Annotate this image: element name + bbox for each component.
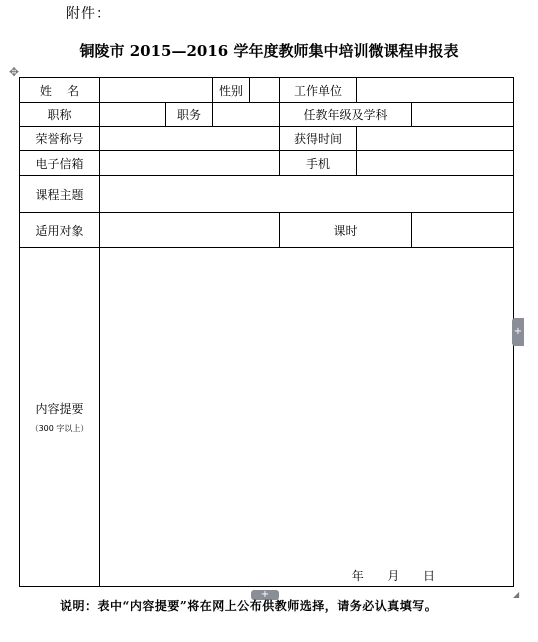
table-resize-bottom-icon[interactable]: + <box>251 590 279 600</box>
table-move-handle-icon[interactable]: ✥ <box>9 65 20 79</box>
honor-label: 荣誉称号 <box>20 127 100 151</box>
email-field[interactable] <box>100 151 280 176</box>
content-field[interactable] <box>100 248 514 587</box>
gender-label: 性别 <box>213 78 250 103</box>
honor-time-field[interactable] <box>357 127 514 151</box>
form-title: 铜陵市 2015—2016 学年度教师集中培训微课程申报表 <box>79 42 459 60</box>
footer-note: 说明：表中“内容提要”将在网上公布供教师选择，请务必认真填写。 <box>60 599 438 613</box>
grade-subject-label: 任教年级及学科 <box>280 103 412 127</box>
table-resize-right-icon[interactable]: + <box>512 318 524 346</box>
phone-field[interactable] <box>357 151 514 176</box>
position-label: 职务 <box>166 103 213 127</box>
name-label: 姓 名 <box>20 78 100 103</box>
honor-field[interactable] <box>100 127 280 151</box>
phone-label: 手机 <box>280 151 357 176</box>
audience-field[interactable] <box>100 213 280 248</box>
attachment-label: 附件： <box>66 6 111 22</box>
gender-field[interactable] <box>250 78 280 103</box>
content-note: （300 字以上） <box>30 424 89 433</box>
hours-label: 课时 <box>280 213 412 248</box>
email-label: 电子信箱 <box>20 151 100 176</box>
content-label-cell <box>20 248 100 587</box>
title-label: 职称 <box>20 103 100 127</box>
grade-subject-field[interactable] <box>412 103 514 127</box>
name-field[interactable] <box>100 78 213 103</box>
workplace-field[interactable] <box>357 78 514 103</box>
table-corner-resize-icon[interactable]: ◢ <box>513 590 520 599</box>
audience-label: 适用对象 <box>20 213 100 248</box>
topic-field[interactable] <box>100 176 514 213</box>
date-text: 年 月 日 <box>351 569 435 583</box>
hours-field[interactable] <box>412 213 514 248</box>
application-form-table <box>19 77 514 587</box>
workplace-label: 工作单位 <box>280 78 357 103</box>
title-field[interactable] <box>100 103 166 127</box>
honor-time-label: 获得时间 <box>280 127 357 151</box>
content-label: 内容提要 <box>35 402 84 416</box>
topic-label: 课程主题 <box>20 176 100 213</box>
position-field[interactable] <box>213 103 280 127</box>
